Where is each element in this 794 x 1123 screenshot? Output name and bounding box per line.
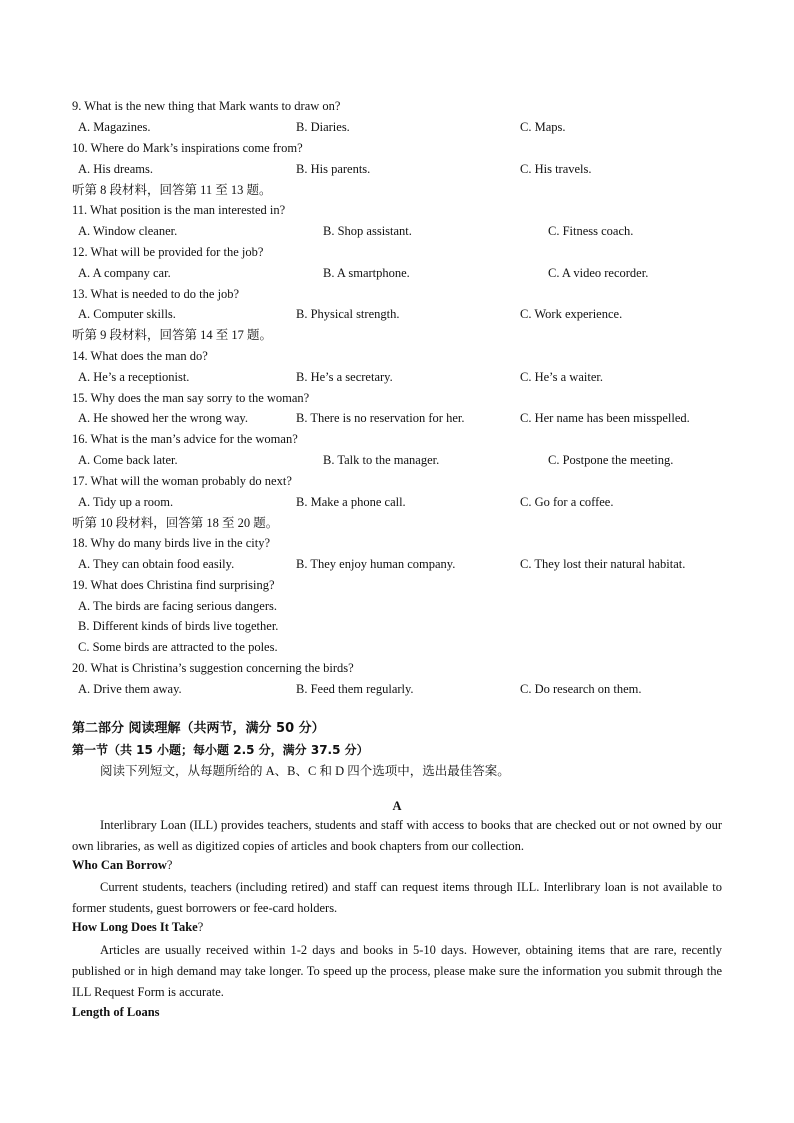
question-14-option-a: A. He’s a receptionist. [78, 370, 190, 384]
who-can-borrow-heading [72, 857, 172, 873]
who-can-borrow-heading-text: Who Can Borrow [72, 858, 167, 872]
question-9-option-b: B. Diaries. [296, 120, 350, 134]
question-20-option-b: B. Feed them regularly. [296, 682, 414, 696]
question-13-option-b: B. Physical strength. [296, 307, 400, 321]
paragraph-who-can-borrow [72, 877, 722, 919]
question-16-option-b: B. Talk to the manager. [323, 453, 440, 467]
how-long-heading [72, 919, 203, 935]
question-9-option-c: C. Maps. [520, 120, 566, 134]
question-18-option-b: B. They enjoy human company. [296, 557, 456, 571]
question-19-option-a: A. The birds are facing serious dangers. [78, 599, 278, 613]
question-11-option-b: B. Shop assistant. [323, 224, 412, 238]
question-19-option-b: B. Different kinds of birds live together. [78, 619, 279, 633]
question-15-option-b: B. There is no reservation for her. [296, 411, 465, 425]
section-1-title: 第一节（共 15 小题；每小题 2.5 分，满分 37.5 分） [72, 743, 369, 757]
question-15-option-c: C. Her name has been misspelled. [520, 411, 690, 425]
question-17-stem: 17. What will the woman probably do next? [72, 474, 292, 488]
paragraph-how-long-text: Articles are usually received within 1-2 days and books in 5-10 days. However, obtaining items that are rare, recently published or in high demand may take longer. To speed up the process, please make sure the information you submit through the ILL Request Form is accurate. [72, 943, 722, 999]
question-16-option-c: C. Postpone the meeting. [548, 453, 674, 467]
question-15-stem: 15. Why does the man say sorry to the woman? [72, 391, 310, 405]
question-10-option-c: C. His travels. [520, 162, 592, 176]
question-11-option-c: C. Fitness coach. [548, 224, 634, 238]
question-14-stem: 14. What does the man do? [72, 349, 208, 363]
paragraph-who-can-borrow-text: Current students, teachers (including retired) and staff can request items through ILL. Interlibrary loan is not available to former students, guest borrowers or fee-card holders. [72, 880, 722, 915]
question-17-option-c: C. Go for a coffee. [520, 495, 614, 509]
question-9-option-a: A. Magazines. [78, 120, 151, 134]
who-can-borrow-question-mark: ? [166, 858, 173, 872]
question-17-option-b: B. Make a phone call. [296, 495, 406, 509]
length-of-loans-heading: Length of Loans [72, 1005, 160, 1019]
question-14-option-b: B. He’s a secretary. [296, 370, 393, 384]
question-13-option-c: C. Work experience. [520, 307, 623, 321]
question-11-option-a: A. Window cleaner. [78, 224, 178, 238]
material-9-instruction: 听第 9 段材料，回答第 14 至 17 题。 [72, 328, 273, 342]
question-18-stem: 18. Why do many birds live in the city? [72, 536, 270, 550]
question-13-option-a: A. Computer skills. [78, 307, 176, 321]
question-12-option-a: A. A company car. [78, 266, 171, 280]
material-8-instruction: 听第 8 段材料，回答第 11 至 13 题。 [72, 183, 272, 197]
question-16-option-a: A. Come back later. [78, 453, 178, 467]
question-12-option-c: C. A video recorder. [548, 266, 649, 280]
question-10-stem: 10. Where do Mark’s inspirations come from? [72, 141, 303, 155]
question-11-stem: 11. What position is the man interested in? [72, 203, 286, 217]
question-17-option-a: A. Tidy up a room. [78, 495, 174, 509]
question-14-option-c: C. He’s a waiter. [520, 370, 603, 384]
question-10-option-a: A. His dreams. [78, 162, 153, 176]
question-9-stem: 9. What is the new thing that Mark wants to draw on? [72, 99, 341, 113]
paragraph-how-long [72, 940, 722, 1002]
question-18-option-a: A. They can obtain food easily. [78, 557, 235, 571]
question-12-option-b: B. A smartphone. [323, 266, 410, 280]
question-12-stem: 12. What will be provided for the job? [72, 245, 264, 259]
question-20-option-a: A. Drive them away. [78, 682, 182, 696]
paragraph-intro-text: Interlibrary Loan (ILL) provides teachers, students and staff with access to books that are checked out or not owned by our own libraries, as well as digitized copies of articles and book chapters from our collection. [72, 818, 722, 853]
passage-label: A [392, 799, 402, 813]
question-20-option-c: C. Do research on them. [520, 682, 642, 696]
how-long-question-mark: ? [197, 920, 204, 934]
question-20-stem: 20. What is Christina’s suggestion concerning the birds? [72, 661, 354, 675]
part-2-title: 第二部分 阅读理解（共两节，满分 50 分） [72, 721, 325, 736]
paragraph-intro [72, 815, 722, 857]
question-19-option-c: C. Some birds are attracted to the poles. [78, 640, 278, 654]
question-16-stem: 16. What is the man’s advice for the woman? [72, 432, 298, 446]
material-10-instruction: 听第 10 段材料，回答第 18 至 20 题。 [72, 516, 279, 530]
question-18-option-c: C. They lost their natural habitat. [520, 557, 686, 571]
reading-instruction: 阅读下列短文，从每题所给的 A、B、C 和 D 四个选项中，选出最佳答案。 [100, 764, 510, 778]
question-13-stem: 13. What is needed to do the job? [72, 287, 240, 301]
question-19-stem: 19. What does Christina find surprising? [72, 578, 275, 592]
question-10-option-b: B. His parents. [296, 162, 371, 176]
how-long-heading-text: How Long Does It Take [72, 920, 198, 934]
question-15-option-a: A. He showed her the wrong way. [78, 411, 248, 425]
